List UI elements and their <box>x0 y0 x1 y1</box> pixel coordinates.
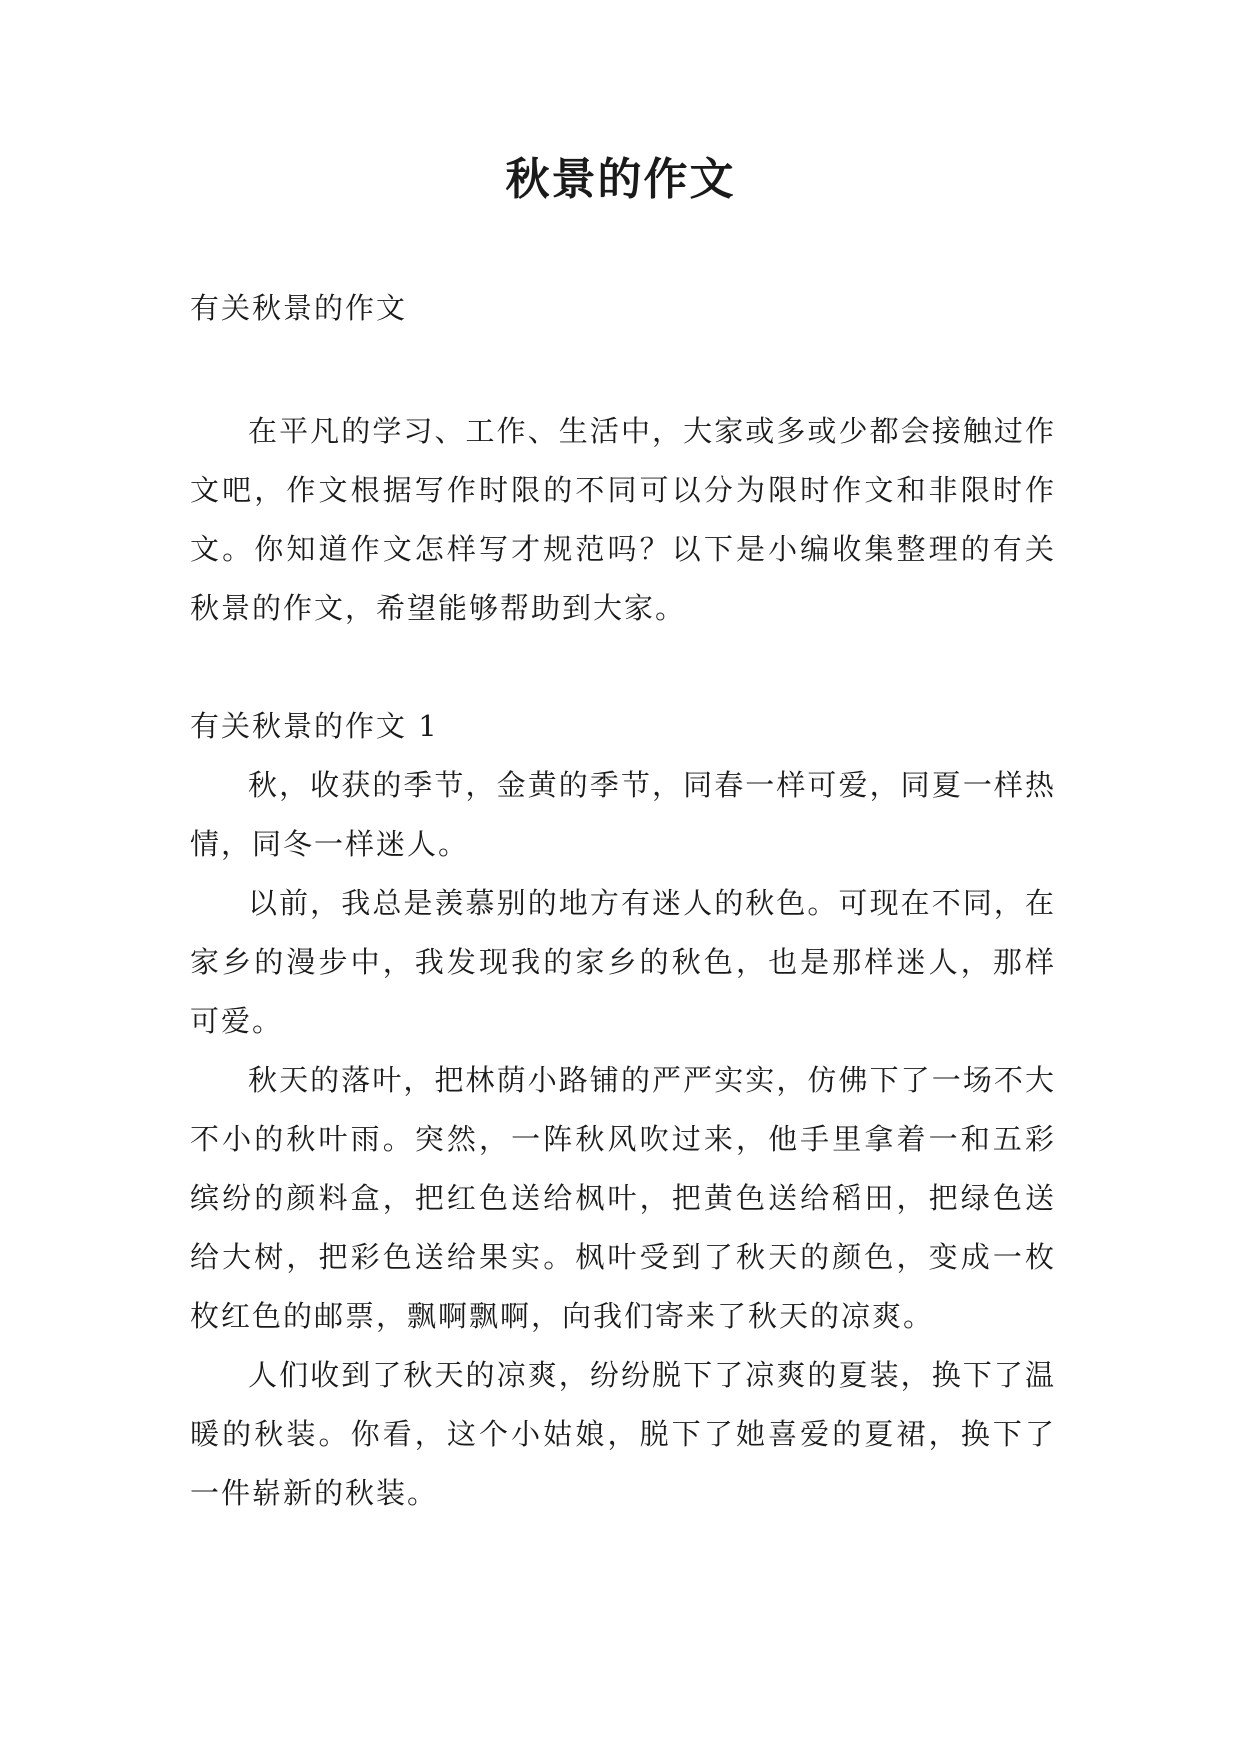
essay-paragraph-2: 以前，我总是羡慕别的地方有迷人的秋色。可现在不同，在家乡的漫步中，我发现我的家乡的秋色，也是那样迷人，那样可爱。 <box>190 886 1056 1038</box>
essay-paragraph-3: 秋天的落叶，把林荫小路铺的严严实实，仿佛下了一场不大不小的秋叶雨。突然，一阵秋风吹过来，他手里拿着一和五彩缤纷的颜料盒，把红色送给枫叶，把黄色送给稻田，把绿色送给大树，把彩色送给果实。枫叶受到了秋天的颜色，变成一枚枚红色的邮票，飘啊飘啊，向我们寄来了秋天的凉爽。 <box>190 1063 1056 1333</box>
intro-block <box>190 402 1056 638</box>
document-subtitle: 有关秋景的作文 <box>190 291 408 325</box>
essay-paragraph-1: 秋，收获的季节，金黄的季节，同春一样可爱，同夏一样热情，同冬一样迷人。 <box>190 768 1056 861</box>
section-heading: 有关秋景的作文 1 <box>190 709 439 743</box>
intro-paragraph: 在平凡的学习、工作、生活中，大家或多或少都会接触过作文吧，作文根据写作时限的不同可以分为限时作文和非限时作文。你知道作文怎样写才规范吗？以下是小编收集整理的有关秋景的作文，希望能够帮助到大家。 <box>190 414 1056 625</box>
essay-section <box>190 697 1056 1523</box>
document-title: 秋景的作文 <box>505 154 736 205</box>
essay-paragraph-4: 人们收到了秋天的凉爽，纷纷脱下了凉爽的夏装，换下了温暖的秋装。你看，这个小姑娘，脱下了她喜爱的夏裙，换下了一件崭新的秋装。 <box>190 1358 1056 1510</box>
